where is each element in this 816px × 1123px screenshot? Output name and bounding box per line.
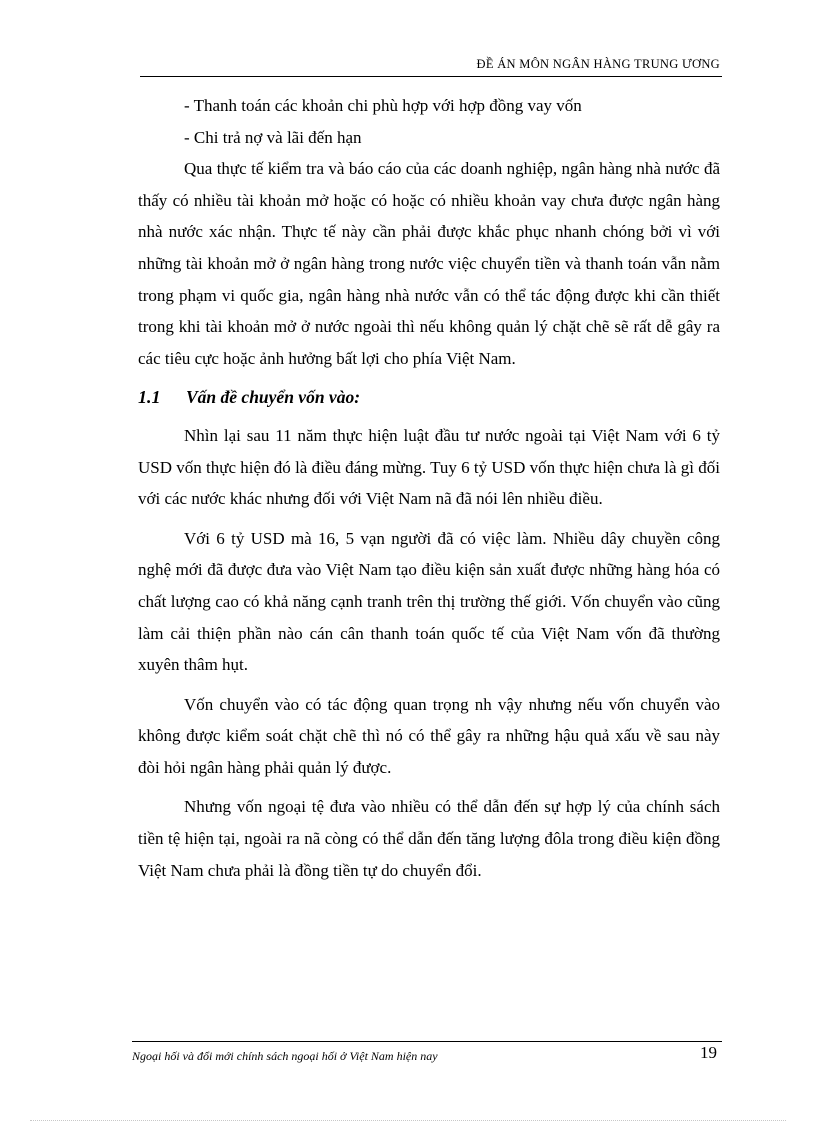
paragraph: Với 6 tỷ USD mà 16, 5 vạn người đã có việc làm. Nhiều dây chuyền công nghệ mới đã được đưa vào Việt Nam tạo điều kiện sản xuất được những hàng hóa có chất lượng cao có khả năng cạnh tranh trên thị trường thế giới. Vốn chuyển vào cũng làm cải thiện phần nào cán cân thanh toán quốc tế của Việt Nam vốn đã thường xuyên thâm hụt. (138, 528, 720, 675)
section-heading (138, 382, 720, 414)
page-number: 19 (700, 1043, 717, 1062)
footer-divider (132, 1041, 722, 1042)
header-divider (140, 76, 722, 77)
bullet-item: - Thanh toán các khoản chi phù hợp với hợp đồng vay vốn (184, 96, 582, 115)
section-title: Vấn đề chuyển vốn vào: (186, 387, 361, 408)
paragraph: Nhìn lại sau 11 năm thực hiện luật đầu tư nước ngoài tại Việt Nam với 6 tỷ USD vốn thực hiện đó là điều đáng mừng. Tuy 6 tỷ USD vốn thực hiện chưa là gì đối với các nước khác nhưng đối với Việt Nam nã đã nói lên nhiều điều. (138, 425, 720, 509)
section-number: 1.1 (138, 387, 161, 408)
paragraph: Qua thực tế kiểm tra và báo cáo của các doanh nghiệp, ngân hàng nhà nước đã thấy có nhiều tài khoản mở hoặc có hoặc có nhiều khoản vay chưa được ngân hàng nhà nước xác nhận. Thực tế này cần phải được khắc phục nhanh chóng bởi vì với những tài khoản mở ở ngân hàng trong nước việc chuyển tiền và thanh toán vẫn nằm trong phạm vi quốc gia, ngân hàng nhà nước vẫn có thể tác động được khi cần thiết trong khi tài khoản mở ở nước ngoài thì nếu không quản lý chặt chẽ sẽ rất dễ gây ra các tiêu cực hoặc ảnh hưởng bất lợi cho phía Việt Nam. (138, 159, 720, 368)
running-footer-title: Ngoại hối và đổi mới chính sách ngoại hối ở Việt Nam hiện nay (132, 1049, 438, 1063)
paragraph: Vốn chuyển vào có tác động quan trọng nh vậy nhưng nếu vốn chuyển vào không được kiểm soát chặt chẽ thì nó có thể gây ra những hậu quả xấu về sau này đòi hỏi ngân hàng phải quản lý được. (138, 694, 720, 777)
page-bottom-border (30, 1120, 786, 1121)
page-body (138, 90, 720, 886)
bullet-item: - Chi trả nợ và lãi đến hạn (184, 127, 362, 147)
paragraph: Nhưng vốn ngoại tệ đưa vào nhiều có thể dẫn đến sự hợp lý của chính sách tiền tệ hiện tại, ngoài ra nã còng có thể dẫn đến tăng lượng đôla trong điều kiện đồng Việt Nam chưa phải là đồng tiền tự do chuyển đổi. (138, 797, 720, 880)
running-header-title: ĐỀ ÁN MÔN NGÂN HÀNG TRUNG ƯƠNG (476, 57, 720, 71)
